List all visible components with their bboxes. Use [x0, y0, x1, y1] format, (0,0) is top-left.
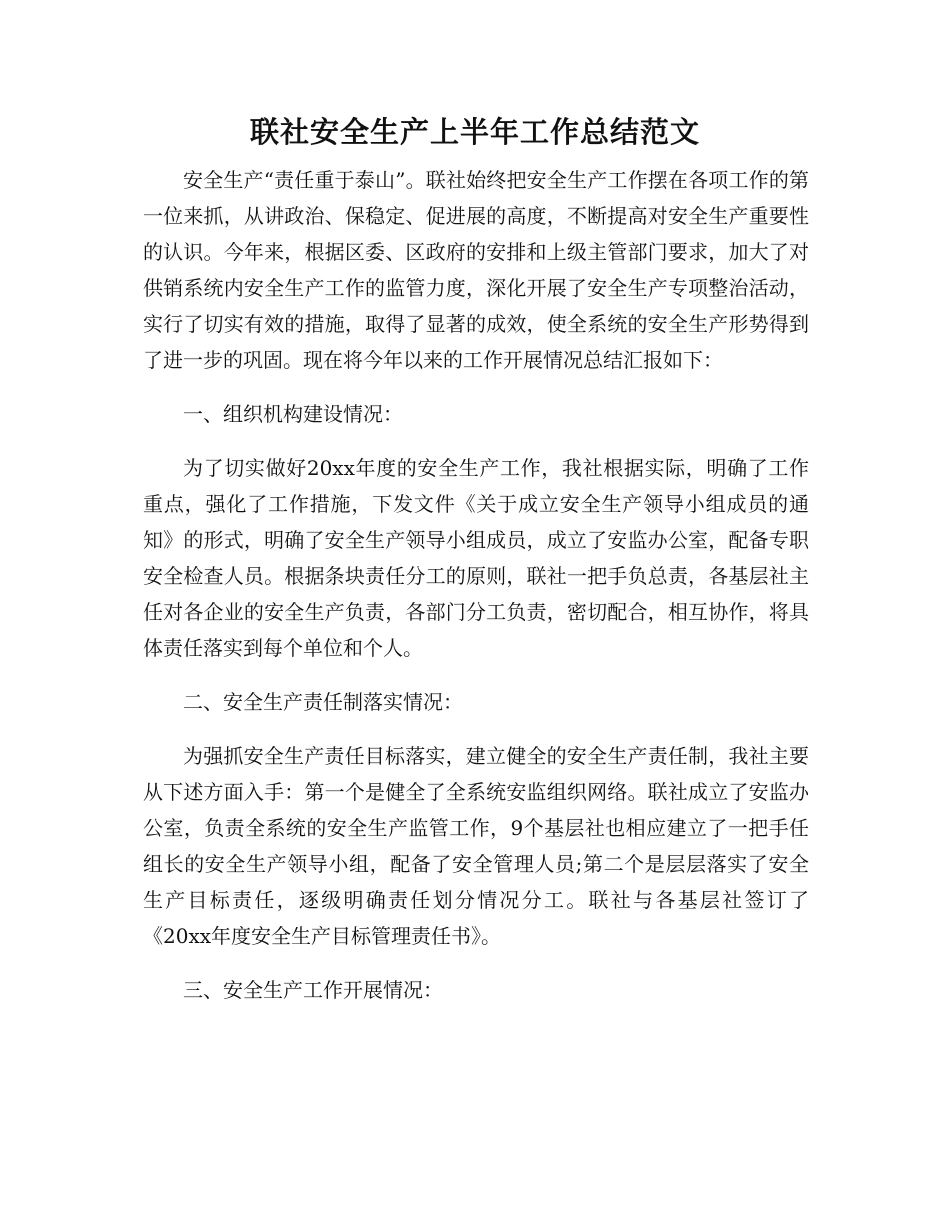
section-3-heading: 三、安全生产工作开展情况： [183, 978, 443, 1002]
intro-paragraph: 安全生产“责任重于泰山”。联社始终把安全生产工作摆在各项工作的第一位来抓，从讲政治、保稳定、促进展的高度，不断提高对安全生产重要性的认识。今年来，根据区委、区政府的安排和上级主管部门要求，加大了对供销系统内安全生产工作的监管力度，深化开展了安全生产专项整治活动，实行了切实有效的措施，取得了显著的成效，使全系统的安全生产形势得到了进一步的巩固。现在将今年以来的工作开展情况总结汇报如下： [143, 168, 809, 372]
paragraph-gap [143, 378, 809, 396]
section-1-paragraph: 为了切实做好20xx年度的安全生产工作，我社根据实际，明确了工作重点，强化了工作措施，下发文件《关于成立安全生产领导小组成员的通知》的形式，明确了安全生产领导小组成员，成立了安监办公室，配备专职安全检查人员。根据条块责任分工的原则，联社一把手负总责，各基层社主任对各企业的安全生产负责，各部门分工负责，密切配合，相互协作，将具体责任落实到每个单位和个人。 [143, 456, 809, 660]
section-1-heading: 一、组织机构建设情况： [183, 402, 403, 426]
document-title: 联社安全生产上半年工作总结范文 [249, 115, 700, 149]
section-2-heading: 二、安全生产责任制落实情况： [183, 690, 463, 714]
paragraph-gap [143, 666, 809, 684]
paragraph-gap [143, 432, 809, 450]
document-body [143, 162, 809, 1008]
paragraph-gap [143, 954, 809, 972]
paragraph-gap [143, 720, 809, 738]
section-2-paragraph: 为强抓安全生产责任目标落实，建立健全的安全生产责任制，我社主要从下述方面入手：第一个是健全了全系统安监组织网络。联社成立了安监办公室，负责全系统的安全生产监管工作，9个基层社也相应建立了一把手任组长的安全生产领导小组，配备了安全管理人员;第二个是层层落实了安全生产目标责任，逐级明确责任划分情况分工。联社与各基层社签订了《20xx年度安全生产目标管理责任书》。 [143, 744, 809, 948]
